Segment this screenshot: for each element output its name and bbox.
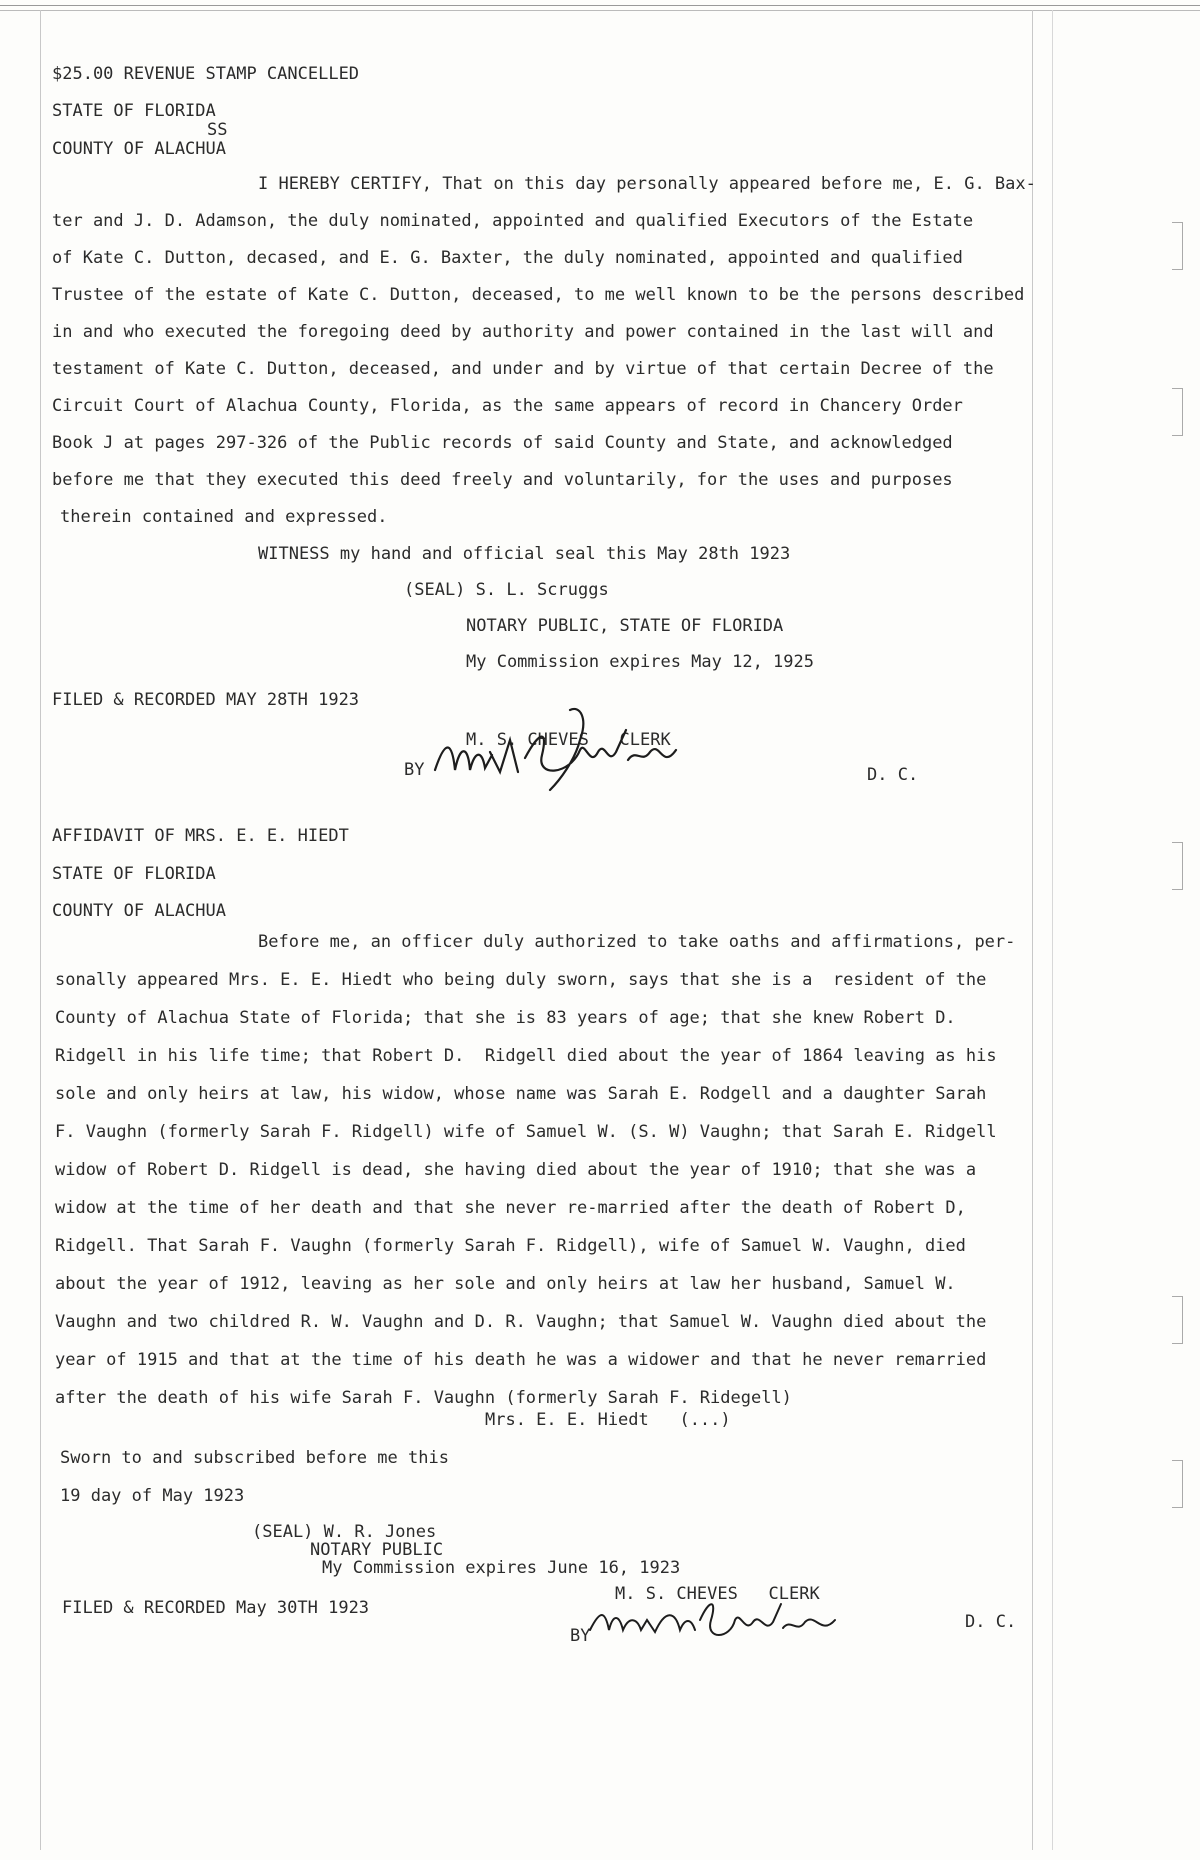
certificate-line: Trustee of the estate of Kate C. Dutton, deceased, to me well known to be the persons described	[52, 285, 1025, 305]
binding-bracket	[1172, 1296, 1183, 1344]
sworn-date: 19 day of May 1923	[60, 1486, 245, 1506]
certificate-line: ter and J. D. Adamson, the duly nominated, appointed and qualified Executors of the Estate	[52, 211, 974, 231]
certificate-line: I HEREBY CERTIFY, That on this day personally appeared before me, E. G. Bax-	[258, 174, 1036, 194]
affidavit-line: Before me, an officer duly authorized to take oaths and affirmations, per-	[258, 932, 1016, 952]
affidavit-line: Ridgell. That Sarah F. Vaughn (formerly Sarah F. Ridgell), wife of Samuel W. Vaughn, died	[55, 1236, 966, 1256]
certificate-line: Book J at pages 297-326 of the Public records of said County and State, and acknowledged	[52, 433, 953, 453]
by-label: BY	[404, 760, 425, 780]
certificate-line: therein contained and expressed.	[60, 507, 388, 527]
state-heading: STATE OF FLORIDA	[52, 101, 216, 121]
affidavit-line: after the death of his wife Sarah F. Vaughn (formerly Sarah F. Ridegell)	[55, 1388, 792, 1408]
notary-title: NOTARY PUBLIC, STATE OF FLORIDA	[466, 616, 784, 636]
affidavit-line: F. Vaughn (formerly Sarah F. Ridgell) wife of Samuel W. (S. W) Vaughn; that Sarah E. Ridgell	[55, 1122, 997, 1142]
state-heading: STATE OF FLORIDA	[52, 864, 216, 884]
clerk-signature	[585, 1590, 845, 1650]
affidavit-title: AFFIDAVIT OF MRS. E. E. HIEDT	[52, 826, 349, 846]
binding-bracket	[1172, 388, 1183, 436]
notary-commission: My Commission expires May 12, 1925	[466, 652, 814, 672]
affiant-name: Mrs. E. E. Hiedt (...)	[485, 1410, 731, 1430]
witness-line: WITNESS my hand and official seal this May 28th 1923	[258, 544, 791, 564]
affidavit-line: widow at the time of her death and that she never re-married after the death of Robert D,	[55, 1198, 966, 1218]
certificate-line: testament of Kate C. Dutton, deceased, and under and by virtue of that certain Decree of the	[52, 359, 994, 379]
county-heading: COUNTY OF ALACHUA	[52, 139, 226, 159]
affidavit-line: widow of Robert D. Ridgell is dead, she having died about the year of 1910; that she was a	[55, 1160, 977, 1180]
right-margin-line-outer	[1052, 10, 1053, 1850]
certificate-line: Circuit Court of Alachua County, Florida, as the same appears of record in Chancery Order	[52, 396, 963, 416]
binding-bracket	[1172, 222, 1183, 270]
clerk-line: M. S. CHEVES CLERK	[466, 730, 671, 750]
filed-recorded-line: FILED & RECORDED May 30TH 1923	[62, 1598, 370, 1618]
notary-commission: My Commission expires June 16, 1923	[322, 1558, 681, 1578]
certificate-line: in and who executed the foregoing deed by authority and power contained in the last will and	[52, 322, 994, 342]
affidavit-line: year of 1915 and that at the time of his death he was a widower and that he never remarried	[55, 1350, 987, 1370]
affidavit-line: County of Alachua State of Florida; that she is 83 years of age; that she knew Robert D.	[55, 1008, 956, 1028]
clerk-line: M. S. CHEVES CLERK	[615, 1584, 820, 1604]
sworn-line: Sworn to and subscribed before me this	[60, 1448, 449, 1468]
affidavit-line: Vaughn and two childred R. W. Vaughn and D. R. Vaughn; that Samuel W. Vaughn died about the	[55, 1312, 987, 1332]
certificate-line: before me that they executed this deed freely and voluntarily, for the uses and purposes	[52, 470, 953, 490]
ss-mark: SS	[207, 120, 228, 140]
deputy-clerk-mark: D. C.	[965, 1612, 1017, 1632]
right-margin-line	[1032, 10, 1033, 1850]
filed-recorded-line: FILED & RECORDED MAY 28TH 1923	[52, 690, 360, 710]
revenue-stamp-line: $25.00 REVENUE STAMP CANCELLED	[52, 64, 360, 84]
left-margin-line	[40, 10, 41, 1850]
county-heading: COUNTY OF ALACHUA	[52, 901, 226, 921]
notary-title: NOTARY PUBLIC	[310, 1540, 444, 1560]
affidavit-line: Ridgell in his life time; that Robert D. Ridgell died about the year of 1864 leaving as his	[55, 1046, 997, 1066]
affidavit-line: sonally appeared Mrs. E. E. Hiedt who being duly sworn, says that she is a resident of the	[55, 970, 987, 990]
affidavit-line: sole and only heirs at law, his widow, whose name was Sarah E. Rodgell and a daughter Sarah	[55, 1084, 987, 1104]
binding-bracket	[1172, 1460, 1183, 1508]
binding-bracket	[1172, 842, 1183, 890]
notary-seal-name: (SEAL) S. L. Scruggs	[404, 580, 609, 600]
by-label: BY	[570, 1626, 591, 1646]
affidavit-line: about the year of 1912, leaving as her sole and only heirs at law her husband, Samuel W.	[55, 1274, 956, 1294]
notary-seal-name: (SEAL) W. R. Jones	[252, 1522, 437, 1542]
deputy-clerk-mark: D. C.	[867, 765, 919, 785]
clerk-signature	[430, 700, 700, 800]
top-rule	[0, 5, 1200, 11]
certificate-line: of Kate C. Dutton, decased, and E. G. Baxter, the duly nominated, appointed and qualified	[52, 248, 963, 268]
